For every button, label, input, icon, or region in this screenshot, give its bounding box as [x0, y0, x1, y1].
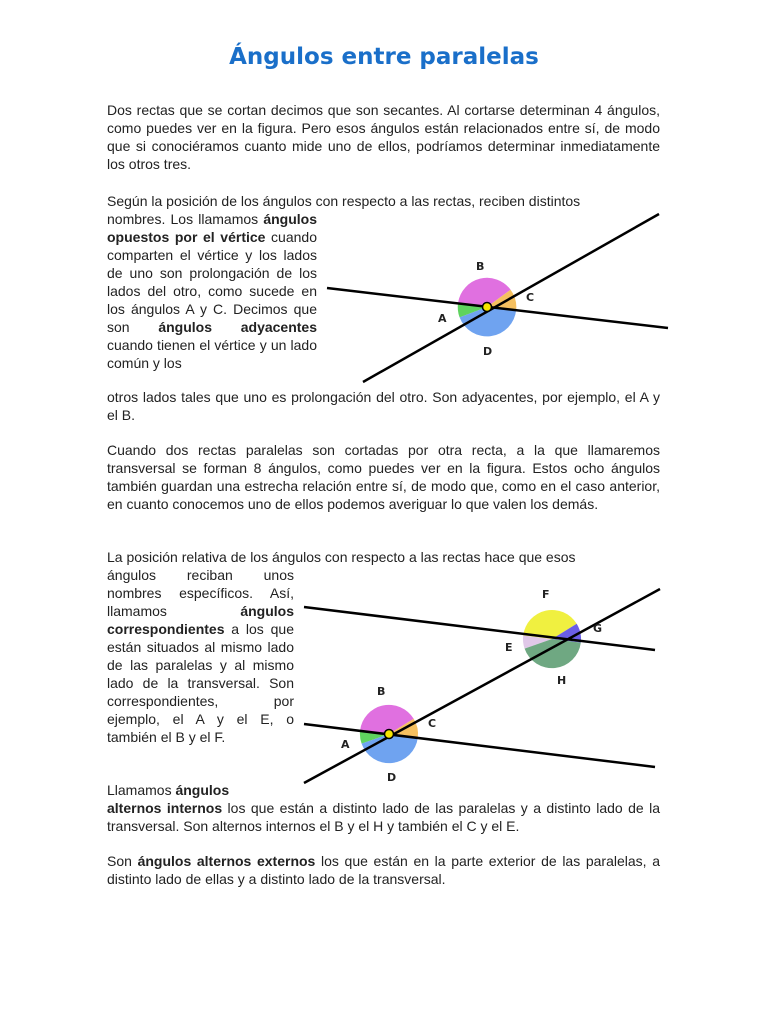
text: Llamamos — [107, 782, 176, 798]
text: Son — [107, 853, 138, 869]
text: cuando tienen el vértice y un lado común y los — [107, 337, 317, 371]
paragraph-alternate-interior — [107, 781, 660, 835]
page-title: Ángulos entre paralelas — [229, 44, 539, 70]
paragraph-corresponding — [107, 566, 294, 746]
label-a2: A — [341, 738, 350, 751]
label-d: D — [483, 345, 493, 358]
label-b2: B — [377, 685, 386, 698]
label-b: B — [476, 260, 485, 273]
text: a los que están situados al mismo lado de las paralelas y al mismo lado de la transversal. Son correspondientes, por ejemplo, el A y el E, o también el B y el F. — [107, 621, 294, 745]
term-opposite-angles: ángulos opuestos por el vértice — [107, 211, 317, 245]
paragraph-opposite-angles — [107, 210, 317, 372]
vertex-point-lower — [385, 730, 394, 739]
text: los que están a distinto lado de las paralelas y a distinto lado de la transversal. Son alternos internos el B y el H y también el C y el E. — [107, 800, 660, 834]
label-g: G — [593, 622, 603, 635]
label-a: A — [438, 312, 447, 325]
text: los que están en la parte exterior de las paralelas, a distinto lado de ellas y a distinto lado de la transversal. — [107, 853, 660, 887]
term-angulos: ángulos — [175, 782, 230, 798]
paragraph-alternate-exterior — [107, 852, 660, 888]
text: cuando comparten el vértice y los lados de uno son prolongación de los lados del otro, como sucede en los ángulos A y C. Decimos que son — [107, 229, 317, 335]
term-corresponding-angles: ángulos correspondientes — [107, 603, 294, 637]
label-c: C — [526, 291, 535, 304]
text: nombres. Los llamamos — [107, 211, 264, 227]
transversal-line — [304, 589, 660, 783]
label-c2: C — [428, 717, 437, 730]
label-e: E — [505, 641, 513, 654]
vertex-point — [483, 303, 492, 312]
term-adjacent-angles: ángulos adyacentes — [158, 319, 318, 335]
parallel-line-1 — [304, 607, 655, 650]
paragraph-position-line: La posición relativa de los ángulos con respecto a las rectas hace que esos — [107, 549, 576, 565]
paragraph-opposite-line: Según la posición de los ángulos con respecto a las rectas, reciben distintos — [107, 193, 581, 209]
label-h: H — [557, 674, 567, 687]
paragraph-transversal: Cuando dos rectas paralelas son cortadas por otra recta, a la que llamaremos transversal se forman 8 ángulos, como puedes ver en la figura. Estos ocho ángulos también guardan una estrecha relación entre sí, de modo que, como en el caso anterior, en cuanto conocemos uno de ellos podemos averiguar lo que valen los demás. — [107, 442, 660, 512]
label-d2: D — [387, 771, 397, 784]
text: ángulos reciban unos nombres específicos. Así, llamamos — [107, 567, 294, 619]
term-alternate-interior: alternos internos — [107, 800, 223, 816]
paragraph-adjacent-tail: otros lados tales que uno es prolongación del otro. Son adyacentes, por ejemplo, el A y el B. — [107, 389, 660, 423]
paragraph-intro: Dos rectas que se cortan decimos que son secantes. Al cortarse determinan 4 ángulos, como puedes ver en la figura. Pero esos ángulos están relacionados entre sí, de modo que si conociéramos cuanto mide uno de ellos, podríamos determinar inmediatamente los otros tres. — [107, 102, 660, 172]
label-f: F — [542, 588, 550, 601]
figure-parallel-lines — [300, 586, 662, 786]
figure-secant-lines — [325, 212, 670, 384]
parallel-line-2 — [304, 724, 655, 767]
term-alternate-exterior: ángulos alternos externos — [137, 853, 316, 869]
